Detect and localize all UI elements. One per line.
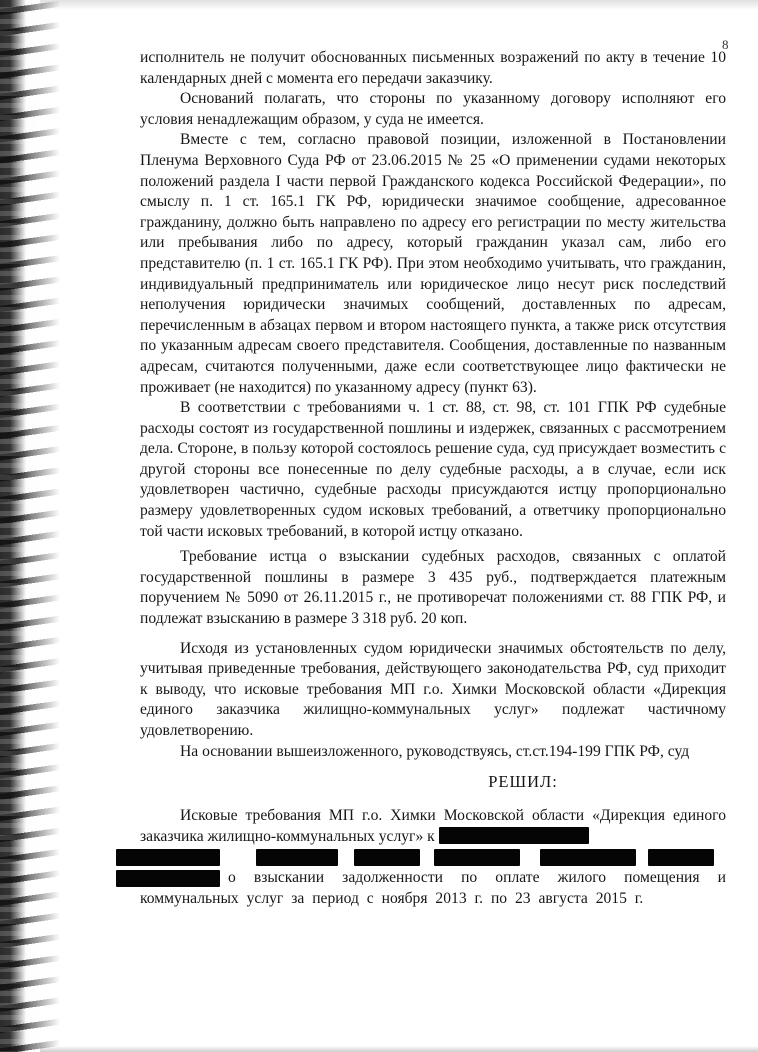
paragraph-grounds: На основании вышеизложенного, руководствуясь, ст.ст.194-199 ГПК РФ, суд (180, 742, 690, 760)
document-body (140, 48, 726, 909)
decision-intro-text: Исковые требования МП г.о. Химки Московской области «Дирекция единого заказчика жилищно-коммунальных услуг» к (140, 807, 726, 845)
redacted-line (140, 847, 726, 868)
redaction-block (434, 849, 520, 866)
redaction-block (256, 849, 338, 866)
redaction-block (116, 849, 220, 866)
redaction-block (648, 849, 714, 866)
scan-shadow (40, 0, 758, 10)
scan-bottom-shadow (40, 1046, 758, 1052)
paragraph-continuation: исполнитель не получит обоснованных письменных возражений по акту в течение 10 календарных дней с момента его передачи заказчику. (140, 49, 726, 87)
redacted-line (140, 868, 726, 889)
redaction-block (540, 849, 636, 866)
paragraph-court-costs: В соответствии с требованиями ч. 1 ст. 88, ст. 98, ст. 101 ГПК РФ судебные расходы состоят из государственной пошлины и издержек, связанных с рассмотрением дела. Стороне, в пользу которой состоялось решение суда, суд присуждает возместить с другой стороны все понесенные по делу судебные расходы, а в случае, если иск удовлетворен частично, судебные расходы присуждаются истцу пропорционально размеру удовлетворенных судом исковых требований, а ответчику пропорционально той части исковых требований, в которой истцу отказано. (140, 399, 726, 540)
decision-subject: о взыскании задолженности по оплате жилого помещения и (228, 868, 726, 886)
decision-intro (140, 806, 726, 847)
redaction-block (439, 827, 589, 844)
paragraph-plenum-position: Вместе с тем, согласно правовой позиции, изложенной в Постановлении Пленума Верховного Суда РФ от 23.06.2015 № 25 «О применении судами некоторых положений раздела I части первой Гражданского кодекса Российской Федерации», по смыслу п. 1 ст. 165.1 ГК РФ, юридически значимое сообщение, адресованное гражданину, должно быть направлено по адресу его регистрации по месту жительства или пребывания либо по адресу, который гражданин указал сам, либо его представителю (п. 1 ст. 165.1 ГК РФ). При этом необходимо учитывать, что гражданин, индивидуальный предприниматель или юридическое лицо несут риск последствий неполучения юридически значимых сообщений, доставленных по адресам, перечисленным в абзацах первом и втором настоящего пункта, а также риск отсутствия по указанным адресам своего представителя. Сообщения, доставленные по названным адресам, считаются полученными, даже если соответствующее лицо фактически не проживает (не находится) по указанному адресу (пункт 63). (140, 131, 726, 396)
paragraph-conclusion: Исходя из установленных судом юридически значимых обстоятельств по делу, учитывая приведенные требования, действующего законодательства РФ, суд приходит к выводу, что исковые требования МП г.о. Химки Московской области «Дирекция единого заказчика жилищно-коммунальных услуг» подлежат частичному удовлетворению. (140, 639, 726, 739)
redaction-block (354, 849, 420, 866)
decision-period: коммунальных услуг за период с ноября 2013 г. по 23 августа 2015 г. (140, 889, 644, 907)
page-number: 8 (722, 37, 729, 52)
redaction-block (116, 870, 220, 887)
binding-edge (0, 0, 26, 1052)
paragraph-state-fee: Требование истца о взыскании судебных расходов, связанных с оплатой государственной пошлины в размере 3 435 руб., подтверждается платежным поручением № 5090 от 26.11.2015 г., не противоречат положениями ст. 88 ГПК РФ, и подлежат взысканию в размере 3 318 руб. 20 коп. (140, 548, 726, 628)
paragraph-no-grounds: Оснований полагать, что стороны по указанному договору исполняют его условия ненадлежащим образом, у суда не имеется. (140, 90, 726, 128)
decision-heading: РЕШИЛ: (488, 772, 558, 792)
